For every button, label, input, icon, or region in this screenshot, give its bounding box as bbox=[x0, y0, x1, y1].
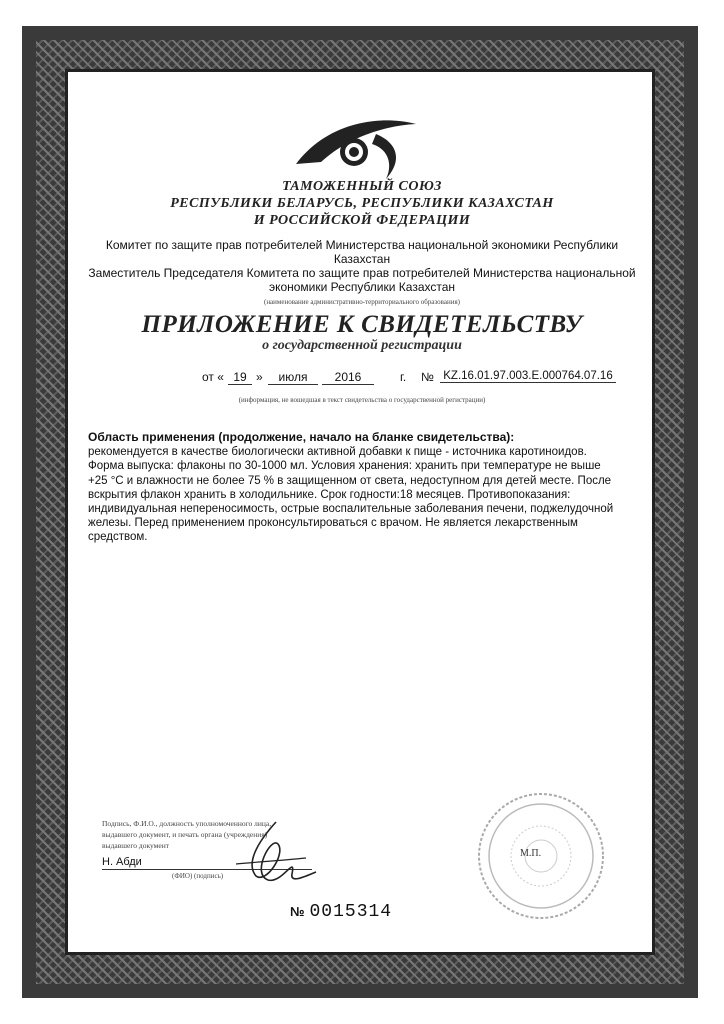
signatory-name: Н. Абди bbox=[102, 856, 312, 870]
issuing-authority: Комитет по защите прав потребителей Министерства национальной экономики Республики Казахстан Заместитель Председателя Комитета по защите прав потребителей Министерства национальной экономики Республики Казахстан bbox=[88, 238, 636, 294]
registration-number: KZ.16.01.97.003.Е.000764.07.16 bbox=[440, 370, 616, 383]
date-day: 19 bbox=[228, 370, 252, 385]
date-month: июля bbox=[268, 370, 318, 385]
certificate-page bbox=[76, 96, 648, 946]
union-title: ТАМОЖЕННЫЙ СОЮЗ РЕСПУБЛИКИ БЕЛАРУСЬ, РЕСПУБЛИКИ КАЗАХСТАН И РОССИЙСКОЙ ФЕДЕРАЦИИ bbox=[170, 179, 554, 228]
date-year: 2016 bbox=[322, 370, 374, 385]
info-caption: (информация, не вошедшая в текст свидетельства о государственной регистрации) bbox=[238, 396, 486, 404]
authority-caption: (наименование административно-территориального образования) bbox=[263, 298, 460, 306]
scope-heading: Область применения (продолжение, начало на бланке свидетельства): bbox=[88, 430, 515, 444]
document-title: ПРИЛОЖЕНИЕ К СВИДЕТЕЛЬСТВУ bbox=[141, 311, 583, 338]
fio-caption: (ФИО) (подпись) bbox=[172, 872, 224, 880]
customs-union-emblem bbox=[286, 104, 426, 184]
signature-caption: Подпись, Ф.И.О., должность уполномоченного лица, выдавшего документ, и печать органа (учреждения) выдавшего документ bbox=[102, 819, 272, 850]
form-serial-number: № 0015314 bbox=[290, 902, 393, 922]
stamp-place-label: М.П. bbox=[520, 848, 542, 859]
registration-date-line: от « 19 » июля 2016 г. № KZ.16.01.97.003.Е.000764.07.16 bbox=[202, 370, 622, 388]
scope-of-application: Область применения (продолжение, начало на бланке свидетельства): рекомендуется в качестве биологически активной добавки к пище - источника каротиноидов. Форма выпуска: флаконы по 30-1000 мл. Условия хранения: хранить при температуре не выше +25 °С и влажности не более 75 % в защищенном от света, недоступном для детей месте. После вскрытия флакон хранить в холодильнике. Срок годности:18 месяцев. Противопоказания: индивидуальная непереносимость, острые воспалительные заболевания печени, поджелудочной железы. Перед применением проконсультироваться с врачом. Не является лекарственным средством. bbox=[88, 430, 633, 545]
document-subtitle: о государственной регистрации bbox=[262, 338, 462, 353]
handwritten-signature bbox=[216, 814, 326, 894]
